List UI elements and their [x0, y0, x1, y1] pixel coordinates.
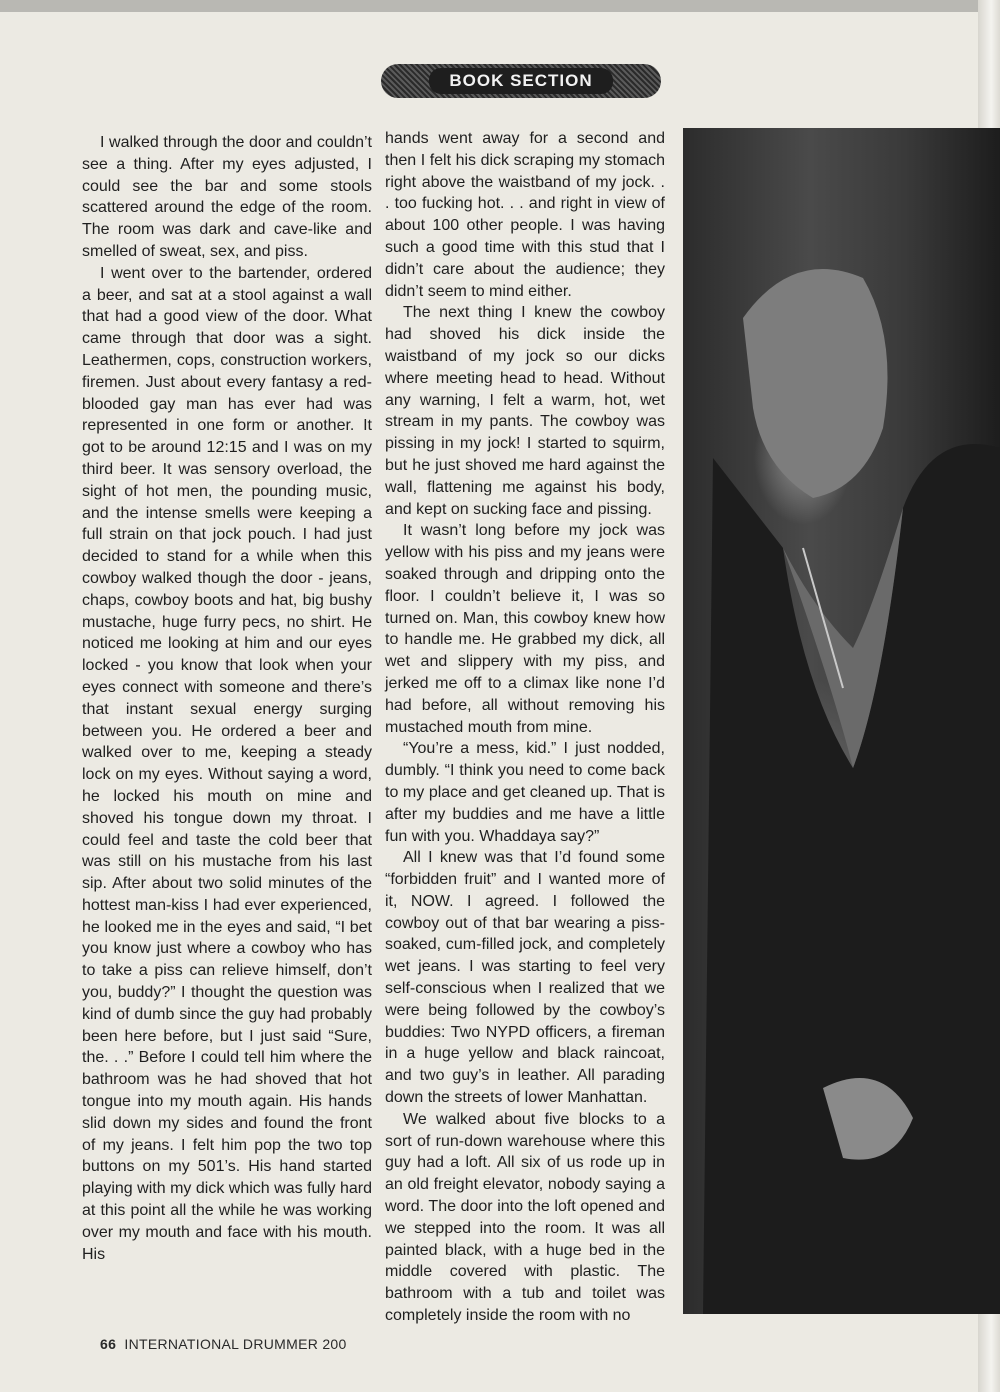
- page-top-edge: [0, 0, 1000, 12]
- photo-illustration: [683, 128, 1000, 1314]
- publication-name: INTERNATIONAL DRUMMER 200: [124, 1336, 347, 1352]
- paragraph: I walked through the door and couldn’t see a thing. After my eyes adjusted, I could see the bar and some stools scattered around the edge of the room. The room was dark and cave-like and smelled of sweat, sex, and piss.: [82, 134, 372, 260]
- head-shape: [743, 269, 888, 498]
- paragraph: We walked about five blocks to a sort of run-down warehouse where this guy had a loft. All six of us rode up in an old freight elevator, nobody saying a word. The door into the loft opened and we stepped into the room. It was all painted black, with a huge bed in the middle covered with plastic. The bathroom with a tub and toilet was completely inside the room with no: [385, 1110, 665, 1325]
- paragraph-continuation: hands went away for a second and then I felt his dick scraping my stomach right above the waistband of my jock. . . too fucking hot. . . and right in view of about 100 other people. I was having such a good time with this stud that I didn’t care about the audience; they didn’t seem to mind either.: [385, 130, 665, 300]
- section-header: [381, 64, 661, 98]
- text-column-left: [82, 132, 372, 1265]
- leather-jacket-shape: [703, 444, 1000, 1314]
- photo-man-leather-jacket: [683, 128, 1000, 1314]
- paragraph: I went over to the bartender, ordered a beer, and sat at a stool against a wall that had a good view of the door. What came through that door was a sight. Leathermen, cops, construction workers, firemen. Just about every fantasy a red-blooded gay man has ever had was represented in one form or another. It got to be around 12:15 and I was on my third beer. It was sensory overload, the sight of hot men, the pounding music, and the intense smells were keeping a full strain on that jock pouch. I had just decided to stand for a while when this cowboy walked though the door - jeans, chaps, cowboy boots and hat, big bushy mustache, huge furry pecs, no shirt. He noticed me looking at him and our eyes locked - you know that look when your eyes connect with someone and there’s that instant sexual energy surging between you. He ordered a beer and walked over to me, keeping a steady lock on my eyes. Without saying a word, he locked his mouth on mine and shoved his tongue down my throat. I could feel and taste the cold beer that was still on his mustache from his last sip. After about two solid minutes of the hottest man-kiss I had ever experienced, he looked me in the eyes and said, “I bet you know just where a cowboy who has to take a piss can relieve himself, don’t you, buddy?” I thought the question was kind of dumb since the guy had probably been here before, but I just said “Sure, the. . .” Before I could tell him where the bathroom was he had shoved that hot tongue into my mouth again. His hands slid down my sides and found the front of my jeans. I felt him pop the two top buttons on my 501’s. His hand started playing with my dick which was fully hard at this point all the while he was working over my mouth and face with his mouth. His: [82, 264, 372, 1263]
- section-header-label: BOOK SECTION: [429, 68, 612, 94]
- page-footer: [100, 1336, 347, 1352]
- paragraph: It wasn’t long before my jock was yellow with his piss and my jeans were soaked through and dripping onto the floor. I couldn’t believe it, I was so turned on. Man, this cowboy knew how to handle me. He grabbed my dick, all wet and slippery with my piss, and jerked me off to a climax like none I’d had before, all without removing his mustached mouth from mine.: [385, 522, 665, 736]
- paragraph: The next thing I knew the cowboy had shoved his dick inside the waistband of my jock so our dicks where meeting head to head. Without any warning, I felt a warm, hot, wet stream in my pants. The cowboy was pissing in my jock! I started to squirm, but he just shoved me hard against the wall, flattening me against his body, and kept on sucking face and pissing.: [385, 304, 665, 518]
- paragraph: All I knew was that I’d found some “forbidden fruit” and I wanted more of it, NOW. I agreed. I followed the cowboy out of that bar wearing a piss-soaked, cum-filled jock, and completely wet jeans. I was starting to feel very self-conscious when I realized that we were being followed by the cowboy’s buddies: Two NYPD officers, a fireman in a huge yellow and black raincoat, and two guy’s in leather. All parading down the streets of lower Manhattan.: [385, 849, 665, 1107]
- paragraph: “You’re a mess, kid.” I just nodded, dumbly. “I think you need to come back to my place and get cleaned up. That is after my buddies and me have a little fun with you. Whaddaya say?”: [385, 740, 665, 845]
- page-number: 66: [100, 1336, 117, 1352]
- text-column-middle: [385, 128, 665, 1327]
